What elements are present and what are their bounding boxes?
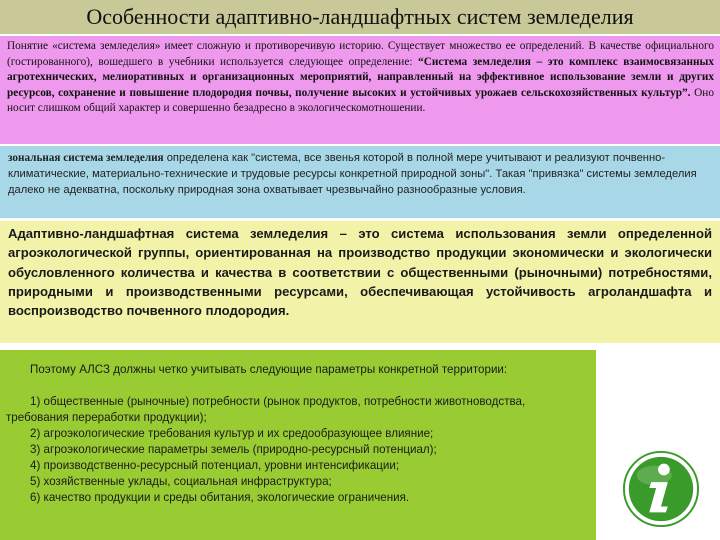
parameter-item: 1) общественные (рыночные) потребности (рынок продуктов, потребности животноводства, требования переработки продукции); [6,395,526,424]
parameters-block [0,350,596,540]
alsz-definition: Адаптивно-ландшафтная система земледелия – это система использования земли определенной агроэкологической группы, ориентированная на производство продукции экономически и экологически обусловленного количества и качества в соответствии с общественными (рыночными) потребностями, природными и производственными ресурсами, обеспечивающая устойчивость агроландшафта и воспроизводство почвенного плодородия. [8,226,712,319]
zonal-text: определена как "система, все звенья которой в полной мере учитывают и реализуют почвенно-климатические, материально-технические и трудовые ресурсы конкретной природной зоны". Такая "привязка" системы земледелия далеко не адекватна, поскольку природная зона охватывает чрезвычайно разнообразные условия. [8,152,697,196]
parameter-item: 6) качество продукции и среды обитания, экологические ограничения. [30,491,410,504]
title-bar [0,0,720,34]
official-definition: “Система земледелия – это комплекс взаимосвязанных агротехнических, мелиоративных и организационных мероприятий, направленный на эффективное использование земли и других ресурсов, сохранение и повышение плодородия почвы, получение высоких и устойчивых урожаев сельскохозяйственных культур”. [7,55,714,99]
concept-remark: Оно носит слишком общий характер и совершенно безадресно в экологическомотношении. [7,86,714,114]
concept-text: Понятие «система земледелия» имеет сложную и противоречивую историю. Существует множество ее определений. В качестве официального (гостированного), вошедшего в учебники используется следующее определение: [7,40,714,68]
info-icon [622,450,700,528]
parameters-intro: Поэтому АЛСЗ должны четко учитывать следующие параметры конкретной территории: [30,363,508,376]
parameter-item: 5) хозяйственные уклады, социальная инфраструктура; [30,475,332,488]
zonal-lead-term: зональная система земледелия [8,152,164,164]
concept-block [0,36,720,144]
parameter-item: 2) агроэкологические требования культур и их средообразующее влияние; [30,427,434,440]
parameter-item: 3) агроэкологические параметры земель (природно-ресурсный потенциал); [30,443,437,456]
parameter-item: 4) производственно-ресурсный потенциал, уровни интенсификации; [30,459,400,472]
parameters-list [6,394,590,506]
definition-block [0,221,720,343]
page-title: Особенности адаптивно-ландшафтных систем земледелия [86,4,634,29]
zonal-block [0,146,720,218]
